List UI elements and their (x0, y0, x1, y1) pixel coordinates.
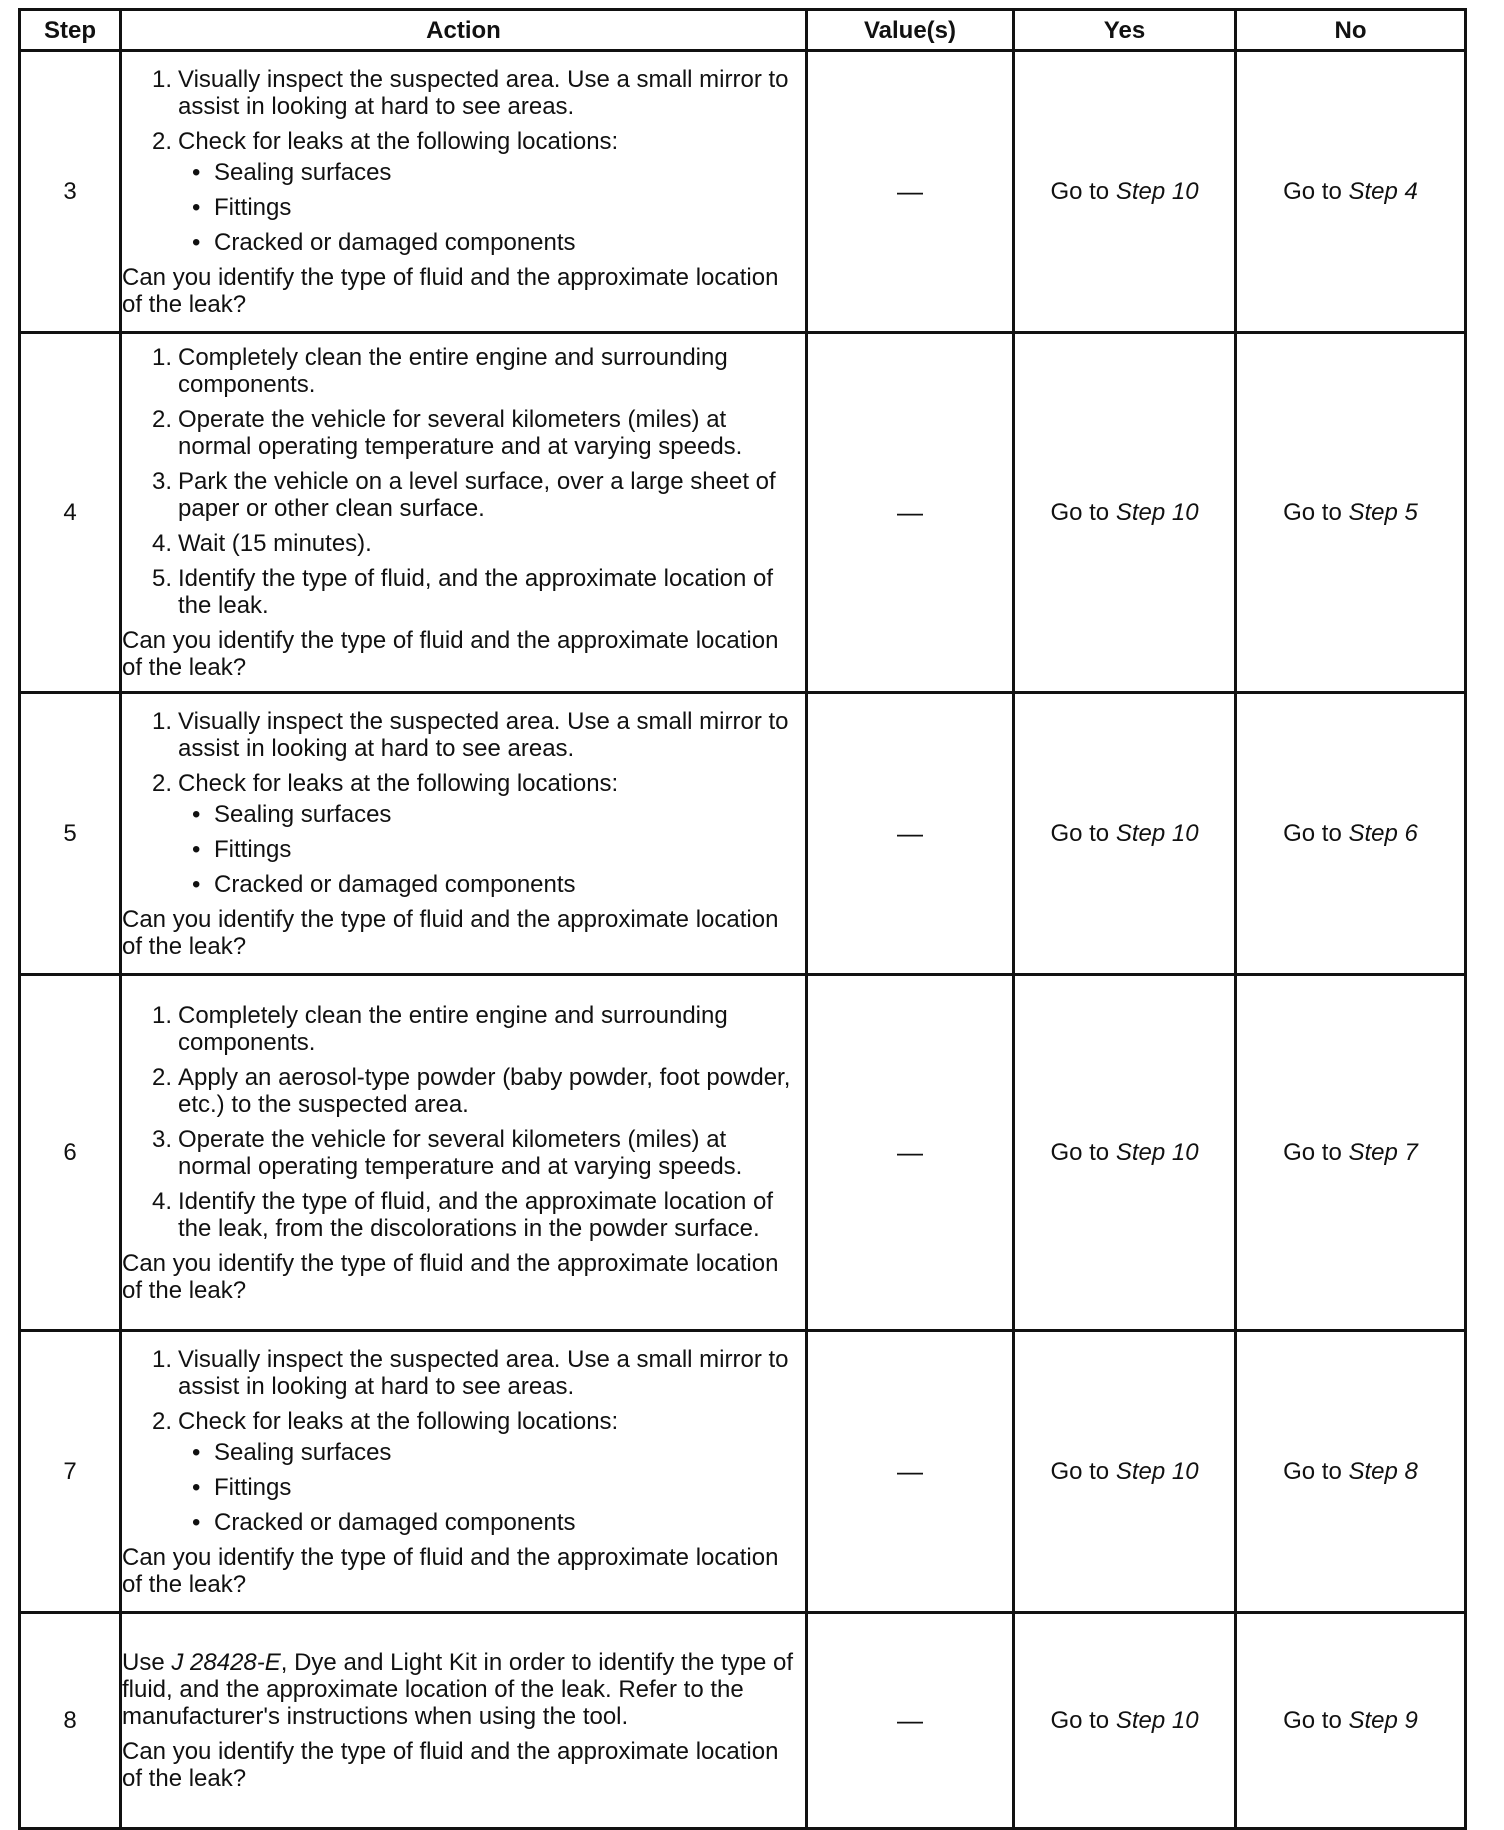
no-cell (1236, 975, 1466, 1331)
yes-prefix: Go to (1050, 178, 1116, 205)
no-prefix: Go to (1283, 1707, 1349, 1734)
numbered-list (122, 344, 805, 619)
question-text: Can you identify the type of fluid and the approximate location of the leak? (122, 1249, 779, 1304)
yes-prefix: Go to (1050, 1139, 1116, 1166)
action-cell (121, 693, 807, 975)
item-number: 1. (151, 65, 172, 93)
item-text: Identify the type of fluid, and the approximate location of the leak, from the discolorations in the powder surface. (178, 1187, 774, 1242)
list-item (122, 1126, 805, 1180)
yes-cell (1014, 1331, 1236, 1613)
step-number: 4 (20, 333, 121, 693)
question-text: Can you identify the type of fluid and the approximate location of the leak? (122, 1543, 779, 1598)
action-cell (121, 1331, 807, 1613)
yes-cell (1014, 1613, 1236, 1829)
bullet-item: • Sealing surfaces (122, 1439, 805, 1466)
list-item (122, 344, 805, 398)
item-number: 3. (151, 468, 172, 495)
yes-step-link: Step 10 (1115, 820, 1199, 847)
item-text: Park the vehicle on a level surface, over a large sheet of paper or other clean surface. (178, 468, 776, 522)
question-text: Can you identify the type of fluid and the approximate location of the leak? (122, 905, 779, 960)
item-text: Operate the vehicle for several kilometers (miles) at normal operating temperature and at varying speeds. (178, 406, 743, 460)
yes-cell (1014, 693, 1236, 975)
list-item (122, 468, 805, 522)
item-number: 2. (151, 127, 172, 155)
yes-prefix: Go to (1050, 499, 1116, 526)
header-step: Step (20, 10, 121, 51)
list-item (122, 66, 805, 120)
header-no: No (1236, 10, 1466, 51)
item-text: Completely clean the entire engine and surrounding components. (178, 344, 728, 398)
item-number: 4. (151, 1187, 172, 1215)
table-row (20, 333, 1466, 693)
item-text: Wait (15 minutes). (178, 530, 372, 557)
value-cell: — (807, 693, 1014, 975)
value-cell: — (807, 51, 1014, 333)
numbered-list (122, 1002, 805, 1242)
bullet-item: • Fittings (122, 836, 805, 863)
item-text: Check for leaks at the following locations: (178, 127, 619, 155)
bullet-list (122, 1439, 805, 1536)
item-text: Check for leaks at the following locations: (178, 769, 619, 797)
value-cell: — (807, 1331, 1014, 1613)
question-text: Can you identify the type of fluid and the approximate location of the leak? (122, 627, 779, 681)
table-row (20, 693, 1466, 975)
item-text: Identify the type of fluid, and the approximate location of the leak. (178, 565, 774, 619)
item-number: 1. (151, 1001, 172, 1029)
header-row (20, 10, 1466, 51)
bullet-item: • Cracked or damaged components (122, 229, 805, 256)
no-cell (1236, 333, 1466, 693)
no-step-link: Step 8 (1348, 1458, 1418, 1485)
action-cell (121, 333, 807, 693)
no-cell (1236, 51, 1466, 333)
yes-cell (1014, 333, 1236, 693)
item-text: Completely clean the entire engine and surrounding components. (178, 1001, 728, 1056)
step-number: 8 (20, 1613, 121, 1829)
item-number: 1. (151, 707, 172, 735)
no-prefix: Go to (1283, 820, 1349, 847)
no-step-link: Step 7 (1348, 1139, 1418, 1166)
bullet-list (122, 801, 805, 898)
table-row (20, 1331, 1466, 1613)
list-item (122, 1002, 805, 1056)
no-prefix: Go to (1283, 1139, 1349, 1166)
item-number: 1. (151, 344, 172, 371)
value-cell: — (807, 333, 1014, 693)
yes-cell (1014, 975, 1236, 1331)
item-number: 5. (151, 565, 172, 592)
step-number: 5 (20, 693, 121, 975)
tool-reference: J 28428-E (171, 1649, 281, 1676)
table-row (20, 975, 1466, 1331)
yes-step-link: Step 10 (1115, 1458, 1199, 1485)
list-item (122, 708, 805, 762)
list-item (122, 1188, 805, 1242)
no-prefix: Go to (1283, 1458, 1349, 1485)
bullet-list (122, 159, 805, 256)
step-number: 6 (20, 975, 121, 1331)
item-number: 2. (151, 1407, 172, 1435)
item-number: 2. (151, 1063, 172, 1091)
item-text: Visually inspect the suspected area. Use a small mirror to assist in looking at hard to see areas. (178, 65, 789, 120)
para-prefix: Use (122, 1649, 172, 1676)
bullet-item: • Fittings (122, 194, 805, 221)
step-number: 3 (20, 51, 121, 333)
item-number: 1. (151, 1345, 172, 1373)
item-text: Check for leaks at the following locations: (178, 1407, 619, 1435)
item-number: 3. (151, 1125, 172, 1153)
yes-prefix: Go to (1050, 820, 1116, 847)
no-step-link: Step 4 (1348, 178, 1418, 205)
action-cell (121, 975, 807, 1331)
table-row (20, 51, 1466, 333)
instruction-paragraph (122, 1649, 805, 1730)
yes-prefix: Go to (1050, 1707, 1116, 1734)
no-step-link: Step 6 (1348, 820, 1418, 847)
list-item (122, 770, 805, 797)
numbered-list (122, 708, 805, 797)
action-cell (121, 51, 807, 333)
yes-prefix: Go to (1050, 1458, 1116, 1485)
bullet-item: • Sealing surfaces (122, 801, 805, 828)
value-cell: — (807, 975, 1014, 1331)
yes-step-link: Step 10 (1115, 1707, 1199, 1734)
no-step-link: Step 5 (1348, 499, 1418, 526)
no-step-link: Step 9 (1348, 1707, 1418, 1734)
bullet-item: • Sealing surfaces (122, 159, 805, 186)
value-cell: — (807, 1613, 1014, 1829)
bullet-item: • Fittings (122, 1474, 805, 1501)
list-item (122, 1064, 805, 1118)
list-item (122, 565, 805, 619)
numbered-list (122, 1346, 805, 1435)
item-text: Visually inspect the suspected area. Use a small mirror to assist in looking at hard to see areas. (178, 707, 789, 762)
diagnostic-table (18, 8, 1467, 1830)
list-item (122, 1346, 805, 1400)
header-yes: Yes (1014, 10, 1236, 51)
yes-step-link: Step 10 (1115, 178, 1199, 205)
list-item (122, 128, 805, 155)
yes-step-link: Step 10 (1115, 1139, 1199, 1166)
no-prefix: Go to (1283, 178, 1349, 205)
action-cell (121, 1613, 807, 1829)
no-prefix: Go to (1283, 499, 1349, 526)
step-number: 7 (20, 1331, 121, 1613)
list-item (122, 1408, 805, 1435)
list-item (122, 530, 805, 557)
para-suffix: , Dye and Light Kit in order to identify the type of fluid, and the approximate location of the leak. Refer to the manufacturer's instructions when using the tool. (122, 1649, 794, 1730)
item-text: Visually inspect the suspected area. Use a small mirror to assist in looking at hard to see areas. (178, 1345, 789, 1400)
bullet-item: • Cracked or damaged components (122, 871, 805, 898)
no-cell (1236, 1613, 1466, 1829)
bullet-item: • Cracked or damaged components (122, 1509, 805, 1536)
no-cell (1236, 1331, 1466, 1613)
yes-step-link: Step 10 (1115, 499, 1199, 526)
item-text: Operate the vehicle for several kilometers (miles) at normal operating temperature and at varying speeds. (178, 1125, 743, 1180)
no-cell (1236, 693, 1466, 975)
question-text: Can you identify the type of fluid and the approximate location of the leak? (122, 263, 779, 318)
yes-cell (1014, 51, 1236, 333)
header-action: Action (121, 10, 807, 51)
list-item (122, 406, 805, 460)
item-number: 2. (151, 406, 172, 433)
table-row (20, 1613, 1466, 1829)
item-number: 2. (151, 769, 172, 797)
item-number: 4. (151, 530, 172, 557)
question-text: Can you identify the type of fluid and the approximate location of the leak? (122, 1738, 779, 1792)
header-values: Value(s) (807, 10, 1014, 51)
item-text: Apply an aerosol-type powder (baby powder, foot powder, etc.) to the suspected area. (178, 1063, 791, 1118)
numbered-list (122, 66, 805, 155)
